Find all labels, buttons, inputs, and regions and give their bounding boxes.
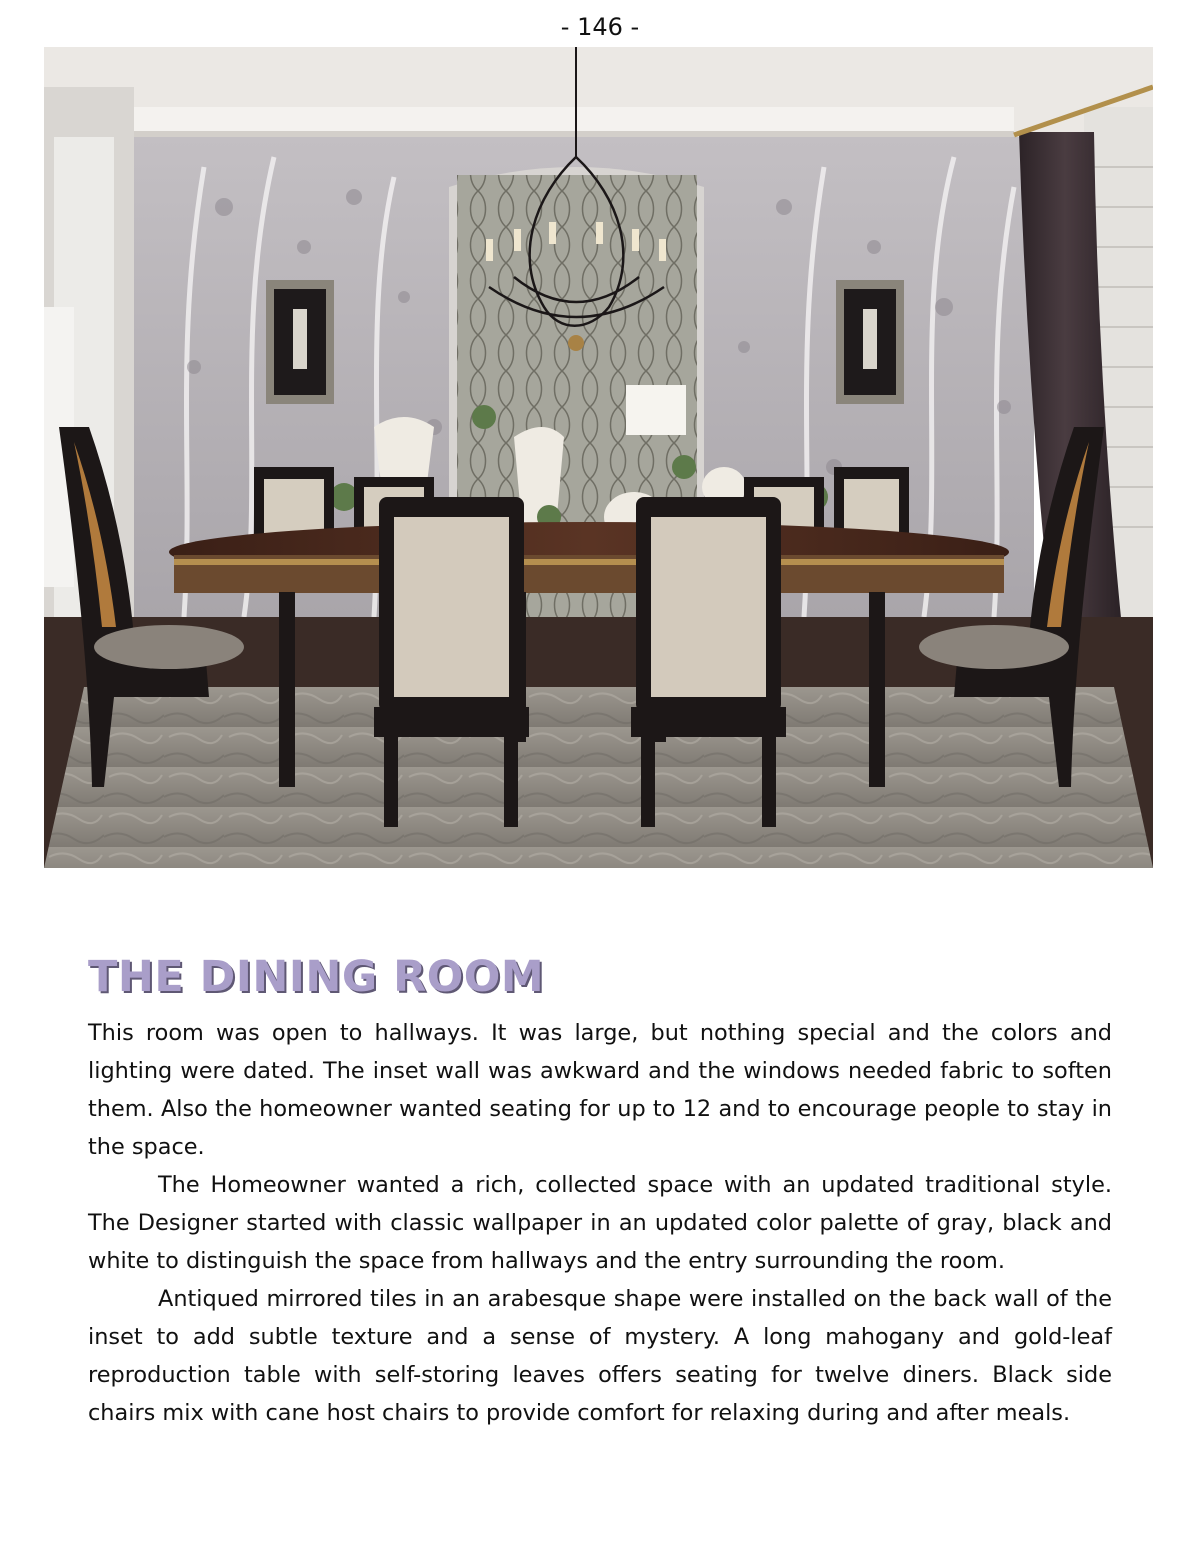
article-paragraph: The Homeowner wanted a rich, collected space with an updated traditional style. The Designer started with classic wallpaper in an updated color palette of gray, black and white to distinguish the space from hallways and the entry surrounding the room. xyxy=(88,1172,1112,1274)
dining-room-photo xyxy=(44,47,1153,868)
article-paragraph: Antiqued mirrored tiles in an arabesque shape were installed on the back wall of the inset to add subtle texture and a sense of mystery. A long mahogany and gold-leaf reproduction table with self-storing leaves offers seating for twelve diners. Black side chairs mix with cane host chairs to provide comfort for relaxing during and after meals. xyxy=(88,1286,1112,1426)
page-number: - 146 - xyxy=(560,13,640,41)
article-title: THE DINING ROOM xyxy=(88,952,545,1002)
article-paragraph: This room was open to hallways. It was large, but nothing special and the colors and lighting were dated. The inset wall was awkward and the windows needed fabric to soften them. Also the homeowner wanted seating for up to 12 and to encourage people to stay in the space. xyxy=(88,1020,1112,1160)
article-body xyxy=(88,1014,1112,1432)
